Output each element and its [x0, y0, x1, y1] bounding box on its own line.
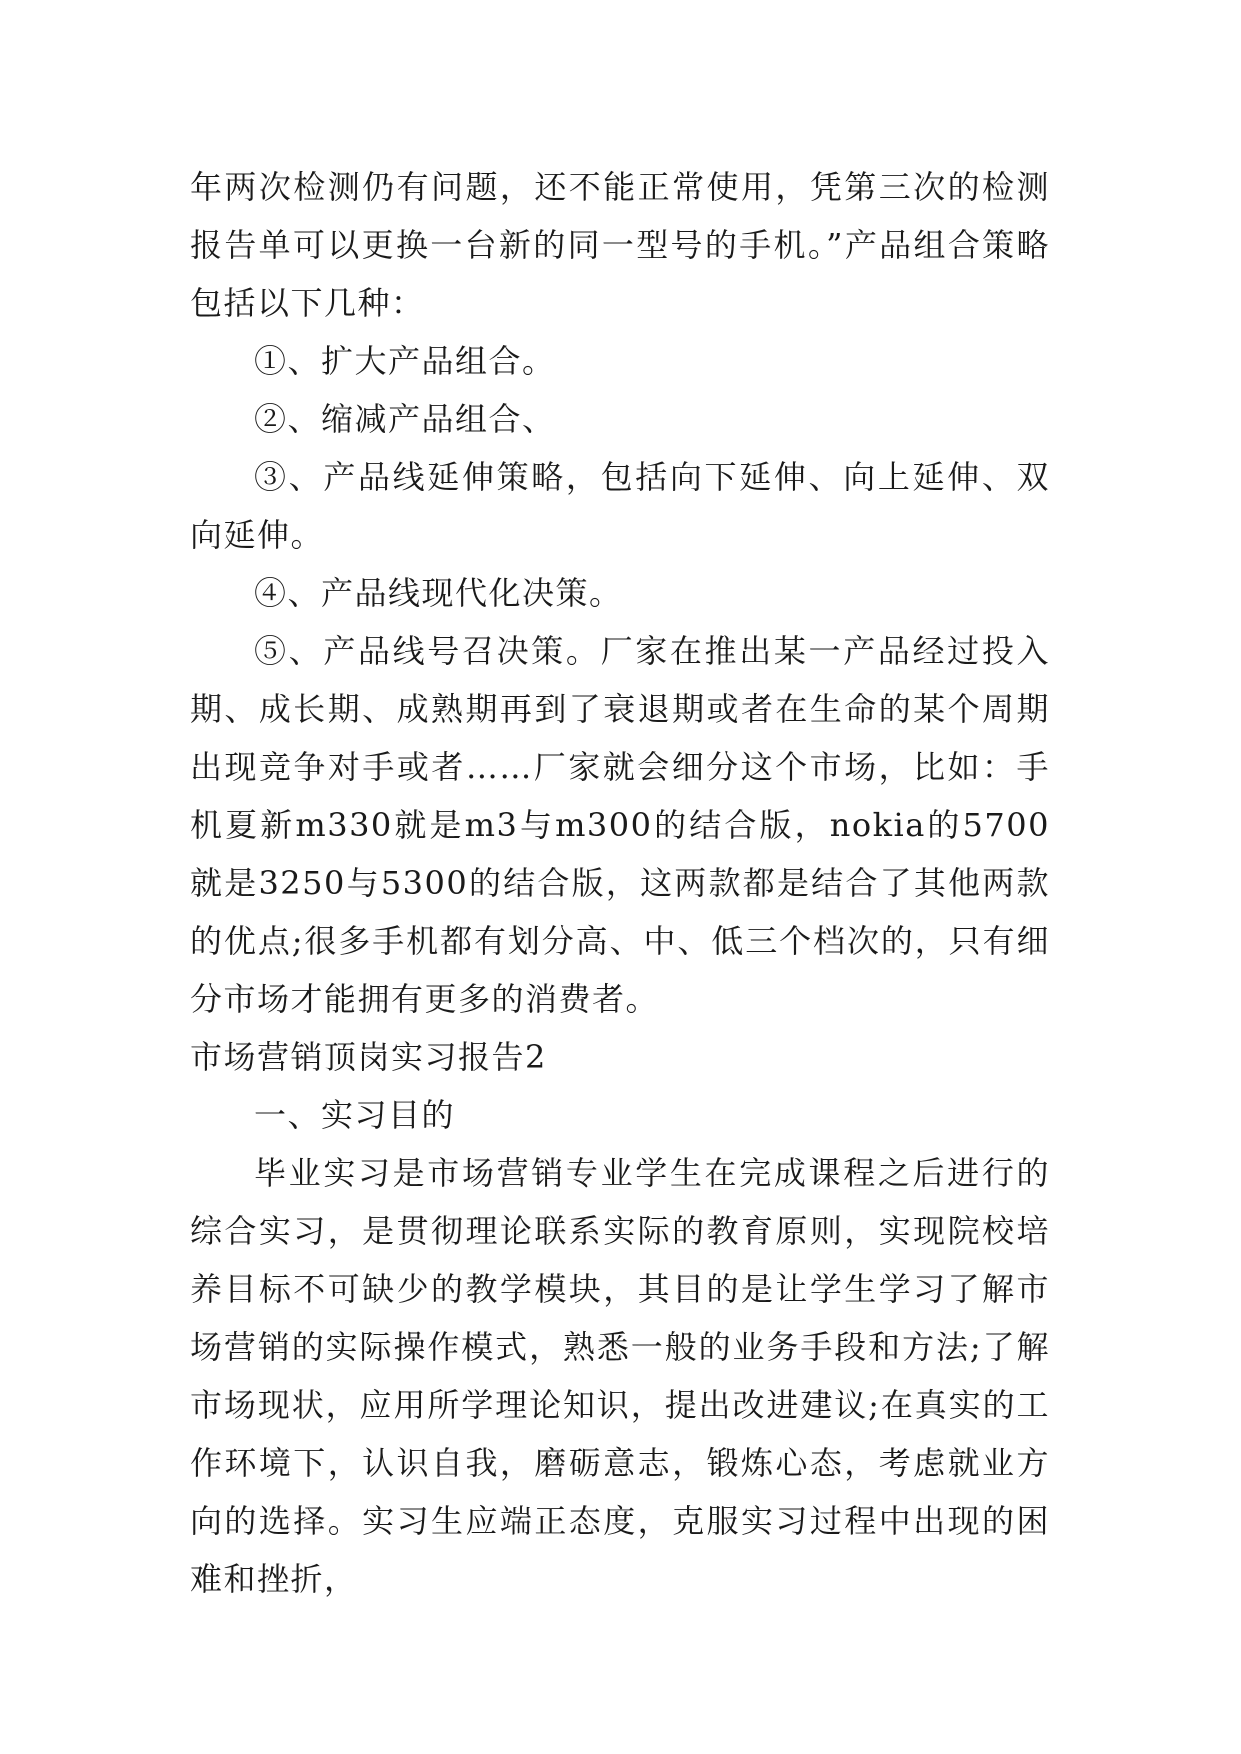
paragraph-2: ①、扩大产品组合。: [254, 342, 556, 380]
paragraph-5: ④、产品线现代化决策。: [254, 574, 623, 612]
paragraph-9: 毕业实习是市场营销专业学生在完成课程之后进行的综合实习，是贯彻理论联系实际的教育原则，实现院校培养目标不可缺少的教学模块，其目的是让学生学习了解市场营销的实际操作模式，熟悉一般的业务手段和方法;了解市场现状，应用所学理论知识，提出改进建议;在真实的工作环境下，认识自我，磨砺意志，锻炼心态，考虑就业方向的选择。实习生应端正态度，克服实习过程中出现的困难和挫折，: [190, 1154, 1050, 1598]
paragraph-3: ②、缩减产品组合、: [254, 400, 556, 438]
paragraph-4: ③、产品线延伸策略，包括向下延伸、向上延伸、双向延伸。: [190, 458, 1050, 554]
document-body: [190, 158, 1050, 1608]
paragraph-6: ⑤、产品线号召决策。厂家在推出某一产品经过投入期、成长期、成熟期再到了衰退期或者在生命的某个周期出现竞争对手或者……厂家就会细分这个市场，比如：手机夏新m330就是m3与m300的结合版，nokia的5700就是3250与5300的结合版，这两款都是结合了其他两款的优点;很多手机都有划分高、中、低三个档次的，只有细分市场才能拥有更多的消费者。: [190, 632, 1050, 1018]
section-heading: 市场营销顶岗实习报告2: [190, 1038, 547, 1076]
paragraph-1: 年两次检测仍有问题，还不能正常使用，凭第三次的检测报告单可以更换一台新的同一型号的手机。”产品组合策略包括以下几种：: [190, 168, 1050, 322]
subsection-heading: 一、实习目的: [254, 1096, 456, 1134]
